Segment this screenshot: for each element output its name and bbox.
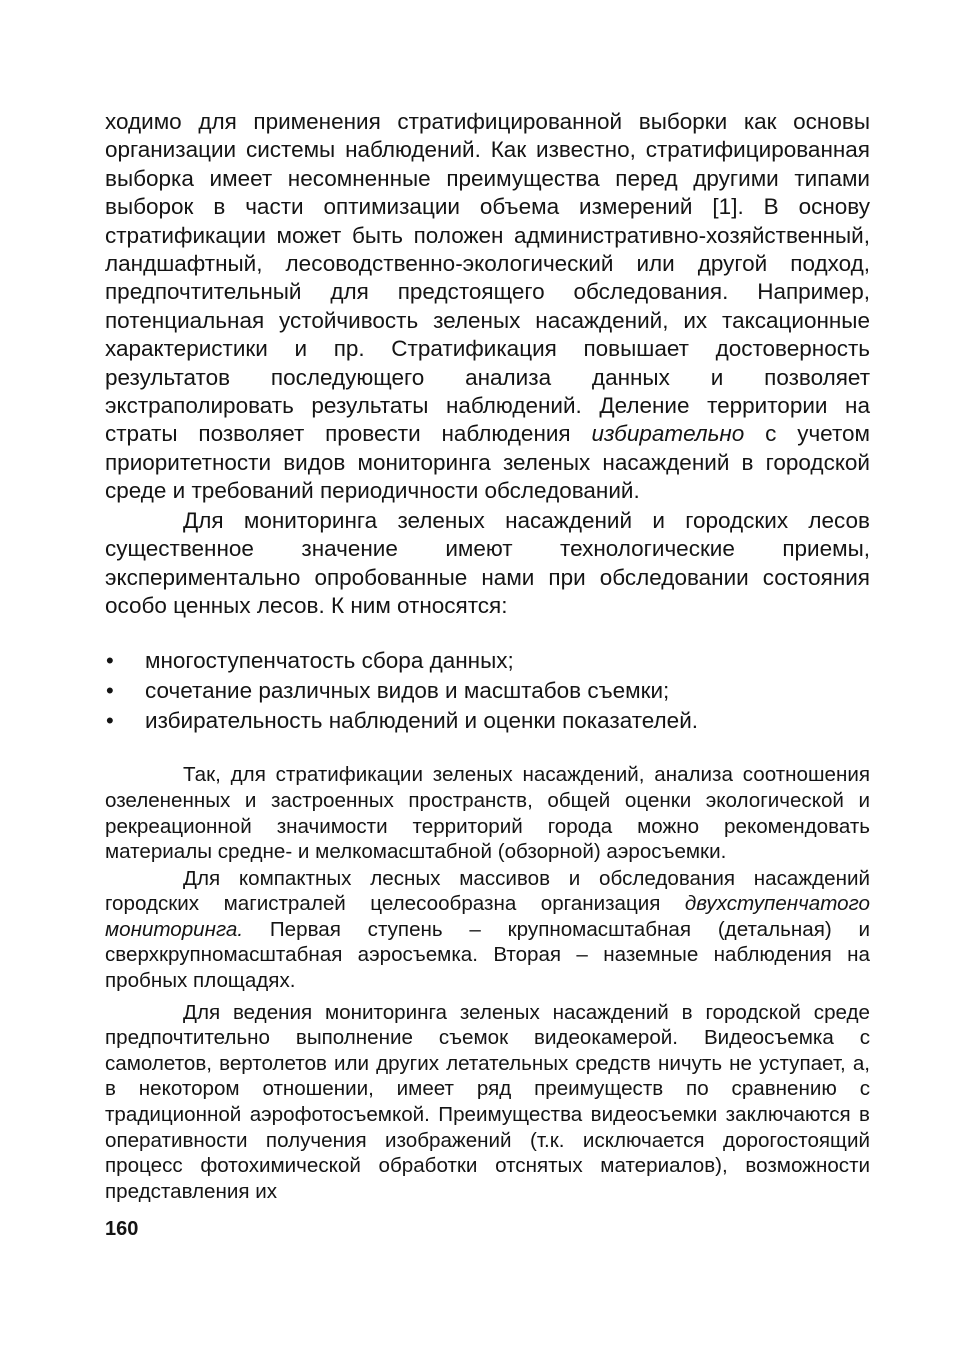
bullet-icon: •: [106, 708, 114, 734]
bullet-icon: •: [106, 648, 114, 674]
paragraph-aerial-survey: Так, для стратификации зеленых насаждений, анализа соотношения озелененных и застроенных пространств, общей оценки экологической и рекреационной значимости территорий города можно рекомендовать материалы средне- и мелкомасштабной (обзорной) аэросъемки.: [105, 763, 870, 864]
list-item-text: сочетание различных видов и масштабов съемки;: [145, 678, 670, 704]
paragraph-two-stage-head: Для компактных лесных массивов и обследования насаждений городских магистралей целесообразна организация: [105, 866, 870, 916]
list-item: [105, 706, 870, 736]
paragraph-two-stage-emphasis: двухступенчатого мониторинга.: [105, 892, 870, 941]
paragraph-techniques: Для мониторинга зеленых насаждений и городских лесов существенное значение имеют технологические приемы, экспериментально опробованные нами при обследовании состояния особо ценных лесов. К ним относятся:: [105, 507, 870, 618]
paragraph-video-survey: Для ведения мониторинга зеленых насаждений в городской среде предпочтительно выполнение съемок видеокамерой. Видеосъемка с самолетов, вертолетов или других летательных средств ничуть не уступает, а, в некотором отношении, имеет ряд преимуществ по сравнению с традиционной аэрофотосъемкой. Преимущества видеосъемки заключаются в оперативности получения изображений (т.к. исключается дорогостоящий процесс фотохимической обработки отснятых материалов), возможности представления их: [105, 1000, 870, 1203]
list-item-text: избирательность наблюдений и оценки показателей.: [145, 708, 699, 734]
paragraph-two-stage-tail: Первая ступень – крупномасштабная (детальная) и сверхкрупномасштабная аэросъемка. Вторая – наземные наблюдения на пробных площадях.: [105, 917, 870, 993]
paragraph-stratification-tail: с учетом приоритетности видов мониторинга зеленых насаждений в городской среде и требований периодичности обследований.: [105, 421, 870, 504]
list-item: [105, 646, 870, 676]
list-item: [105, 676, 870, 706]
paragraph-stratification-emphasis: избирательно: [591, 421, 745, 447]
paragraph-stratification-text: ходимо для применения стратифицированной выборки как основы организации системы наблюдений. Как известно, стратифицированная выборка имеет несомненные преимущества перед другими типами выборок в части оптимизации объема измерений [1]. В основу стратификации может быть положен административно-хозяйственный, ландшафтный, лесоводственно-экологический или другой подход, предпочтительный для предстоящего обследования. Например, потенциальная устойчивость зеленых насаждений, их таксационные характеристики и пр. Стратификация повышает достоверность результатов последующего анализа данных и позволяет экстраполировать результаты наблюдений. Деление территории на страты позволяет провести наблюдения: [105, 109, 870, 447]
paragraph-two-stage: [105, 866, 870, 994]
bullet-icon: •: [106, 678, 114, 704]
techniques-list: [105, 646, 870, 736]
list-item-text: многоступенчатость сбора данных;: [145, 648, 514, 674]
page-body: [105, 108, 870, 1204]
page-number: 160: [105, 1218, 139, 1240]
paragraph-stratification: [105, 108, 870, 506]
